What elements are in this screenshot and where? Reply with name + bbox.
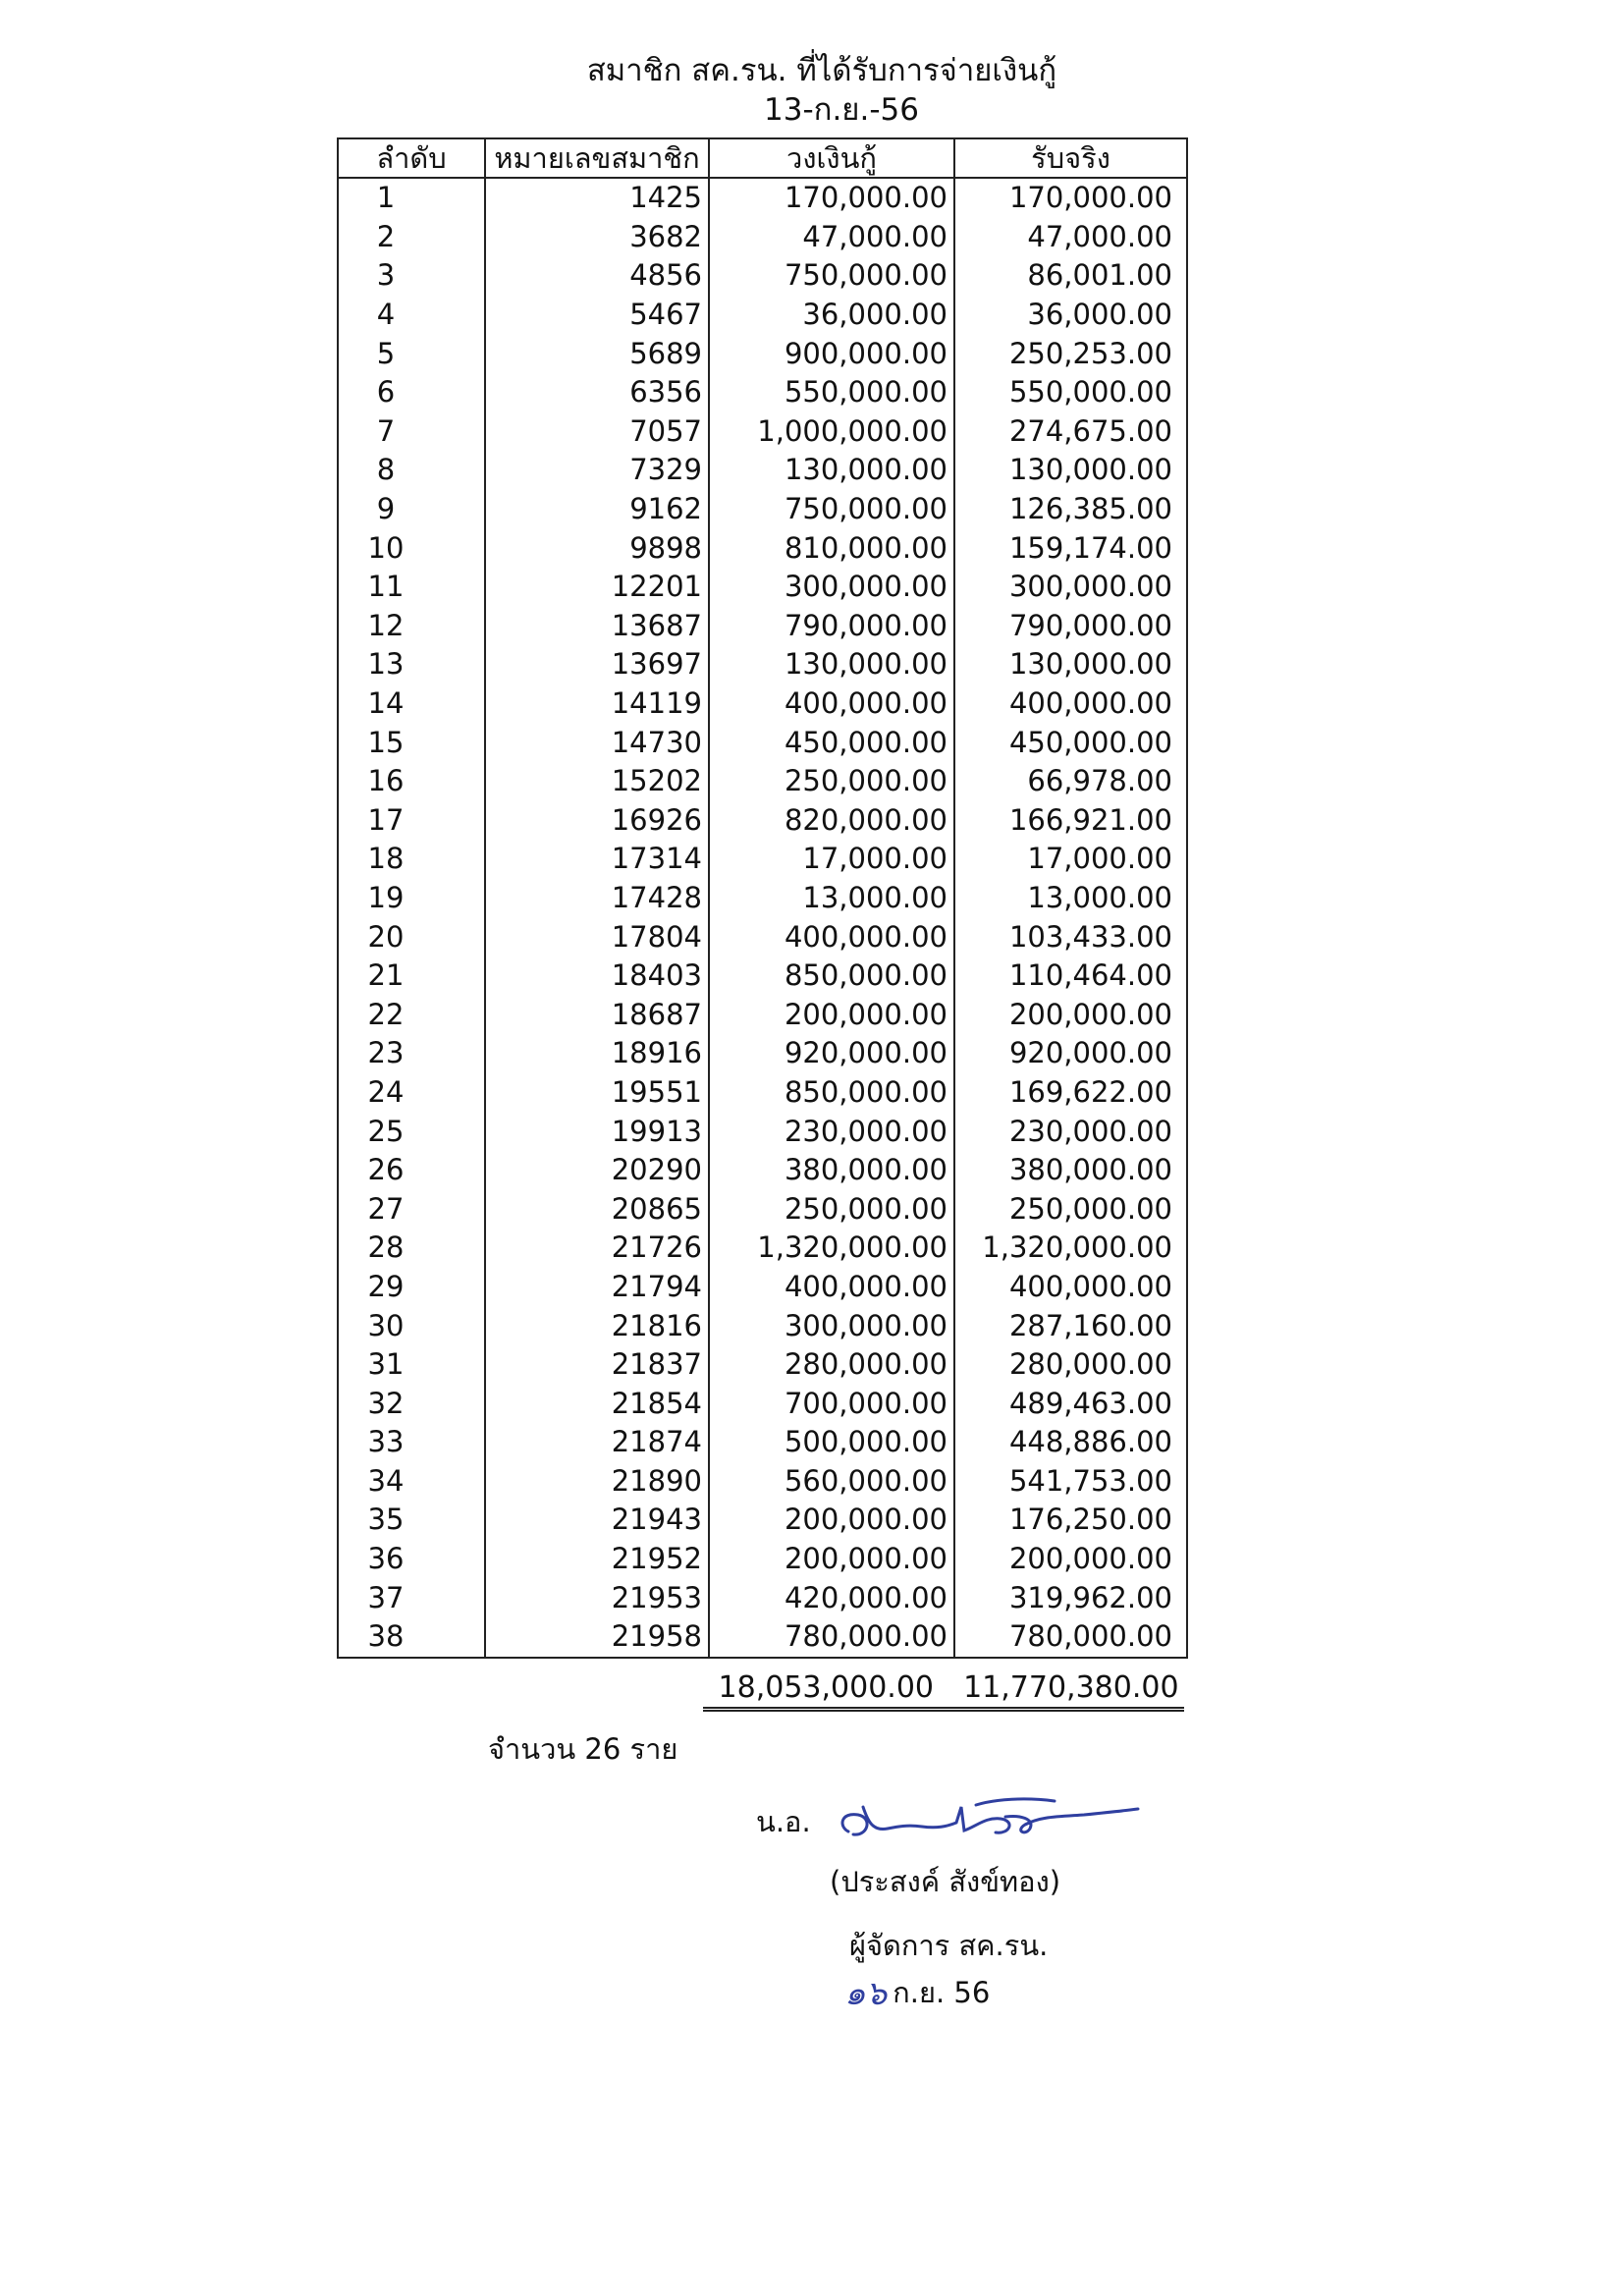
received-cell: 274,675.00: [954, 412, 1187, 452]
received-cell: 920,000.00: [954, 1034, 1187, 1073]
row-number: 3: [338, 256, 485, 296]
col-header-no: ลำดับ: [338, 138, 485, 178]
row-number: 29: [338, 1268, 485, 1307]
member-id-cell: 15202: [485, 762, 709, 801]
row-number: 14: [338, 684, 485, 724]
loan-amount-cell: 13,000.00: [709, 879, 954, 918]
member-id-cell: 3682: [485, 218, 709, 257]
member-id-cell: 21943: [485, 1501, 709, 1540]
table-row: [338, 568, 1187, 607]
loan-amount-cell: 900,000.00: [709, 334, 954, 373]
received-cell: 550,000.00: [954, 373, 1187, 412]
member-id-cell: 9162: [485, 490, 709, 529]
received-cell: 1,320,000.00: [954, 1229, 1187, 1268]
table-row: [338, 1151, 1187, 1190]
total-loan-amount: 18,053,000.00: [718, 1670, 934, 1705]
table-row: [338, 1268, 1187, 1307]
table-row: [338, 1578, 1187, 1617]
table-row: [338, 762, 1187, 801]
loan-amount-cell: 230,000.00: [709, 1112, 954, 1151]
signer-name: (ประสงค์ สังข์ทอง): [830, 1865, 1061, 1898]
table-row: [338, 1112, 1187, 1151]
received-cell: 230,000.00: [954, 1112, 1187, 1151]
received-cell: 110,464.00: [954, 957, 1187, 996]
received-cell: 400,000.00: [954, 1268, 1187, 1307]
loan-amount-cell: 300,000.00: [709, 568, 954, 607]
received-cell: 86,001.00: [954, 256, 1187, 296]
row-number: 32: [338, 1384, 485, 1423]
loan-amount-cell: 780,000.00: [709, 1617, 954, 1658]
received-cell: 400,000.00: [954, 684, 1187, 724]
title-date: 13-ก.ย.-56: [764, 92, 919, 128]
loan-amount-cell: 400,000.00: [709, 917, 954, 957]
received-cell: 250,253.00: [954, 334, 1187, 373]
received-cell: 130,000.00: [954, 645, 1187, 684]
member-id-cell: 21952: [485, 1540, 709, 1579]
loan-amount-cell: 36,000.00: [709, 296, 954, 335]
received-cell: 280,000.00: [954, 1345, 1187, 1385]
table-row: [338, 1189, 1187, 1229]
member-count: จำนวน 26 ราย: [488, 1732, 678, 1766]
table-row: [338, 801, 1187, 841]
loan-amount-cell: 750,000.00: [709, 490, 954, 529]
col-header-loan-amount: วงเงินกู้: [709, 138, 954, 178]
loan-amount-cell: 130,000.00: [709, 645, 954, 684]
table-row: [338, 995, 1187, 1034]
row-number: 33: [338, 1423, 485, 1462]
loan-amount-cell: 400,000.00: [709, 1268, 954, 1307]
table-row: [338, 957, 1187, 996]
received-cell: 790,000.00: [954, 607, 1187, 646]
row-number: 2: [338, 218, 485, 257]
table-row: [338, 1501, 1187, 1540]
row-number: 4: [338, 296, 485, 335]
table-row: [338, 1384, 1187, 1423]
member-id-cell: 7057: [485, 412, 709, 452]
member-id-cell: 21837: [485, 1345, 709, 1385]
received-cell: 159,174.00: [954, 528, 1187, 568]
table-row: [338, 879, 1187, 918]
received-cell: 380,000.00: [954, 1151, 1187, 1190]
loan-amount-cell: 450,000.00: [709, 723, 954, 762]
received-cell: 126,385.00: [954, 490, 1187, 529]
member-id-cell: 18687: [485, 995, 709, 1034]
received-cell: 36,000.00: [954, 296, 1187, 335]
row-number: 19: [338, 879, 485, 918]
totals-row: [703, 1671, 1184, 1712]
loan-amount-cell: 850,000.00: [709, 957, 954, 996]
table-row: [338, 1306, 1187, 1345]
received-cell: 489,463.00: [954, 1384, 1187, 1423]
loan-amount-cell: 380,000.00: [709, 1151, 954, 1190]
member-id-cell: 20865: [485, 1189, 709, 1229]
received-cell: 166,921.00: [954, 801, 1187, 841]
table-row: [338, 684, 1187, 724]
table-row: [338, 1345, 1187, 1385]
received-cell: 170,000.00: [954, 178, 1187, 218]
row-number: 18: [338, 840, 485, 879]
received-cell: 780,000.00: [954, 1617, 1187, 1658]
row-number: 15: [338, 723, 485, 762]
row-number: 7: [338, 412, 485, 452]
col-header-received: รับจริง: [954, 138, 1187, 178]
table-row: [338, 1073, 1187, 1113]
member-id-cell: 20290: [485, 1151, 709, 1190]
table-row: [338, 528, 1187, 568]
member-id-cell: 21953: [485, 1578, 709, 1617]
loan-amount-cell: 170,000.00: [709, 178, 954, 218]
received-cell: 450,000.00: [954, 723, 1187, 762]
row-number: 34: [338, 1462, 485, 1502]
col-header-member-id: หมายเลขสมาชิก: [485, 138, 709, 178]
table-row: [338, 334, 1187, 373]
received-cell: 250,000.00: [954, 1189, 1187, 1229]
loan-amount-cell: 790,000.00: [709, 607, 954, 646]
received-cell: 300,000.00: [954, 568, 1187, 607]
row-number: 11: [338, 568, 485, 607]
row-number: 35: [338, 1501, 485, 1540]
received-cell: 541,753.00: [954, 1462, 1187, 1502]
row-number: 25: [338, 1112, 485, 1151]
signer-position: ผู้จัดการ สค.รน.: [849, 1929, 1049, 1962]
member-id-cell: 14730: [485, 723, 709, 762]
loan-amount-cell: 850,000.00: [709, 1073, 954, 1113]
row-number: 6: [338, 373, 485, 412]
table-row: [338, 296, 1187, 335]
received-cell: 17,000.00: [954, 840, 1187, 879]
row-number: 23: [338, 1034, 485, 1073]
total-received: 11,770,380.00: [963, 1670, 1179, 1705]
table-row: [338, 1423, 1187, 1462]
received-cell: 13,000.00: [954, 879, 1187, 918]
member-id-cell: 17314: [485, 840, 709, 879]
table-row: [338, 451, 1187, 490]
title-line-1: สมาชิก สค.รน. ที่ได้รับการจ่ายเงินกู้: [586, 53, 1057, 88]
row-number: 26: [338, 1151, 485, 1190]
table-row: [338, 1617, 1187, 1658]
loan-amount-cell: 420,000.00: [709, 1578, 954, 1617]
row-number: 31: [338, 1345, 485, 1385]
table-row: [338, 607, 1187, 646]
signature-line: [756, 1787, 1143, 1856]
member-id-cell: 9898: [485, 528, 709, 568]
member-id-cell: 5467: [485, 296, 709, 335]
signature-date: [844, 1966, 990, 2019]
loan-amount-cell: 550,000.00: [709, 373, 954, 412]
document-title: [0, 51, 1624, 130]
handwritten-day: ๑๖: [844, 1974, 888, 2013]
row-number: 5: [338, 334, 485, 373]
table-body: [338, 178, 1187, 1658]
received-cell: 200,000.00: [954, 1540, 1187, 1579]
row-number: 37: [338, 1578, 485, 1617]
row-number: 13: [338, 645, 485, 684]
received-cell: 66,978.00: [954, 762, 1187, 801]
table-row: [338, 490, 1187, 529]
received-cell: 176,250.00: [954, 1501, 1187, 1540]
row-number: 16: [338, 762, 485, 801]
row-number: 36: [338, 1540, 485, 1579]
table-row: [338, 645, 1187, 684]
row-number: 10: [338, 528, 485, 568]
member-id-cell: 12201: [485, 568, 709, 607]
loan-amount-cell: 300,000.00: [709, 1306, 954, 1345]
table-row: [338, 412, 1187, 452]
row-number: 8: [338, 451, 485, 490]
rank-prefix: น.อ.: [756, 1805, 811, 1838]
member-id-cell: 18916: [485, 1034, 709, 1073]
loan-amount-cell: 130,000.00: [709, 451, 954, 490]
received-cell: 200,000.00: [954, 995, 1187, 1034]
received-cell: 130,000.00: [954, 451, 1187, 490]
table-row: [338, 1462, 1187, 1502]
row-number: 9: [338, 490, 485, 529]
table-row: [338, 917, 1187, 957]
received-cell: 448,886.00: [954, 1423, 1187, 1462]
received-cell: 103,433.00: [954, 917, 1187, 957]
loan-amount-cell: 250,000.00: [709, 1189, 954, 1229]
loan-amount-cell: 560,000.00: [709, 1462, 954, 1502]
row-number: 30: [338, 1306, 485, 1345]
member-id-cell: 21874: [485, 1423, 709, 1462]
table-row: [338, 178, 1187, 218]
table-row: [338, 840, 1187, 879]
received-cell: 47,000.00: [954, 218, 1187, 257]
row-number: 22: [338, 995, 485, 1034]
loan-amount-cell: 820,000.00: [709, 801, 954, 841]
loan-amount-cell: 1,000,000.00: [709, 412, 954, 452]
member-id-cell: 14119: [485, 684, 709, 724]
member-id-cell: 19551: [485, 1073, 709, 1113]
table-row: [338, 723, 1187, 762]
member-id-cell: 21816: [485, 1306, 709, 1345]
date-month-year: ก.ย. 56: [893, 1976, 991, 2009]
row-number: 21: [338, 957, 485, 996]
table-row: [338, 1034, 1187, 1073]
loan-amount-cell: 47,000.00: [709, 218, 954, 257]
table-row: [338, 1229, 1187, 1268]
member-id-cell: 17804: [485, 917, 709, 957]
loan-amount-cell: 750,000.00: [709, 256, 954, 296]
member-id-cell: 17428: [485, 879, 709, 918]
member-id-cell: 16926: [485, 801, 709, 841]
loan-amount-cell: 1,320,000.00: [709, 1229, 954, 1268]
loan-amount-cell: 200,000.00: [709, 1501, 954, 1540]
member-id-cell: 21890: [485, 1462, 709, 1502]
received-cell: 287,160.00: [954, 1306, 1187, 1345]
member-id-cell: 21958: [485, 1617, 709, 1658]
loan-amount-cell: 500,000.00: [709, 1423, 954, 1462]
loan-amount-cell: 920,000.00: [709, 1034, 954, 1073]
member-id-cell: 21854: [485, 1384, 709, 1423]
loan-amount-cell: 810,000.00: [709, 528, 954, 568]
received-cell: 319,962.00: [954, 1578, 1187, 1617]
signature-scribble: [829, 1787, 1143, 1856]
member-id-cell: 5689: [485, 334, 709, 373]
table-row: [338, 373, 1187, 412]
member-id-cell: 21726: [485, 1229, 709, 1268]
row-number: 17: [338, 801, 485, 841]
table-header-row: [338, 138, 1187, 178]
table-row: [338, 256, 1187, 296]
loan-amount-cell: 280,000.00: [709, 1345, 954, 1385]
row-number: 24: [338, 1073, 485, 1113]
member-id-cell: 7329: [485, 451, 709, 490]
member-id-cell: 4856: [485, 256, 709, 296]
member-id-cell: 13697: [485, 645, 709, 684]
loan-amount-cell: 200,000.00: [709, 1540, 954, 1579]
member-id-cell: 6356: [485, 373, 709, 412]
row-number: 27: [338, 1189, 485, 1229]
loan-amount-cell: 250,000.00: [709, 762, 954, 801]
row-number: 12: [338, 607, 485, 646]
row-number: 1: [338, 178, 485, 218]
row-number: 28: [338, 1229, 485, 1268]
loan-table: [337, 137, 1188, 1659]
member-id-cell: 13687: [485, 607, 709, 646]
loan-amount-cell: 200,000.00: [709, 995, 954, 1034]
received-cell: 169,622.00: [954, 1073, 1187, 1113]
row-number: 38: [338, 1617, 485, 1658]
member-id-cell: 18403: [485, 957, 709, 996]
member-id-cell: 1425: [485, 178, 709, 218]
loan-amount-cell: 17,000.00: [709, 840, 954, 879]
loan-amount-cell: 400,000.00: [709, 684, 954, 724]
loan-amount-cell: 700,000.00: [709, 1384, 954, 1423]
table-row: [338, 1540, 1187, 1579]
member-id-cell: 21794: [485, 1268, 709, 1307]
row-number: 20: [338, 917, 485, 957]
table-row: [338, 218, 1187, 257]
member-id-cell: 19913: [485, 1112, 709, 1151]
